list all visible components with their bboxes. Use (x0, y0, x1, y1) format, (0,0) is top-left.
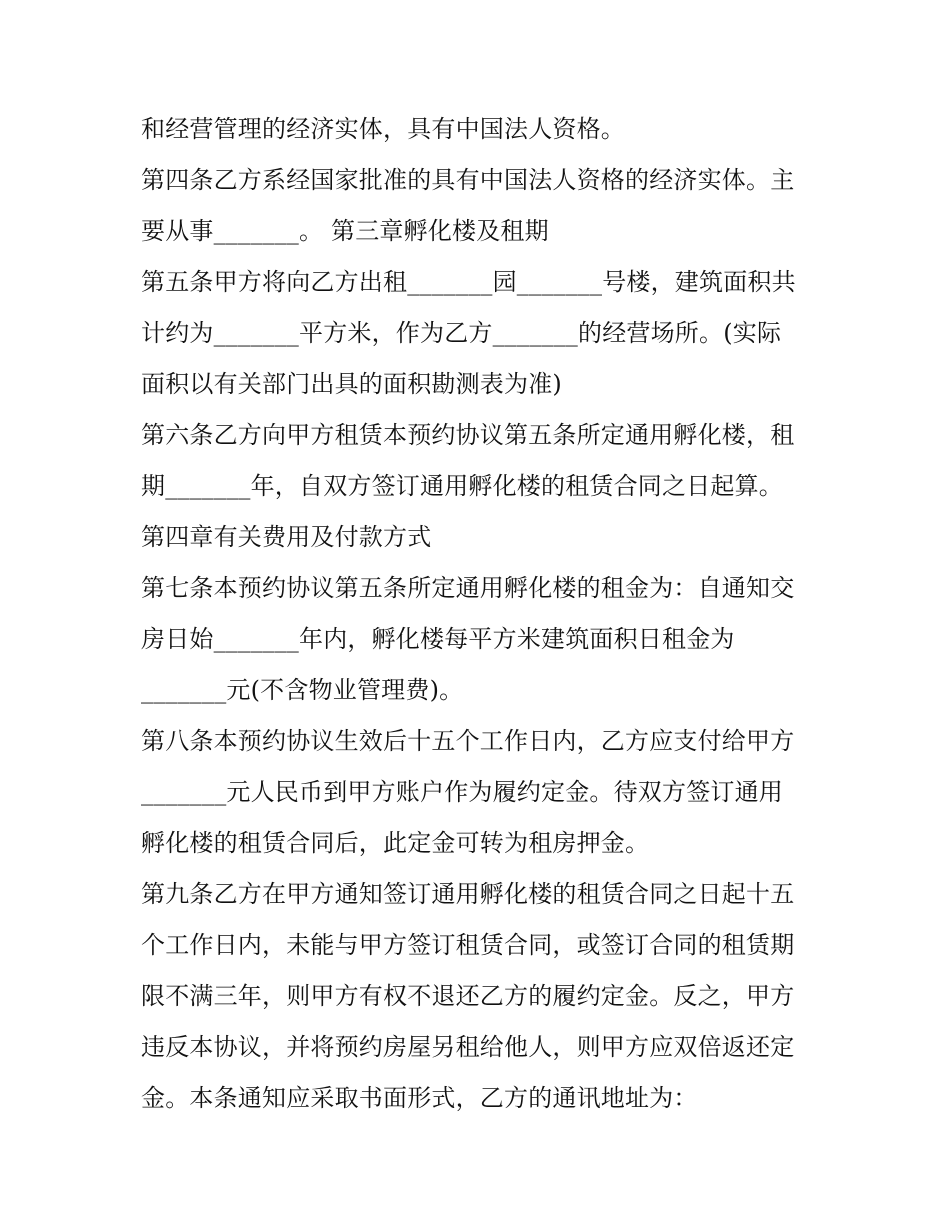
text-line: 面积以有关部门出具的面积勘测表为准) (141, 370, 562, 398)
text-line: _______元人民币到甲方账户作为履约定金。待双方签订通用 (141, 778, 783, 806)
text-line: 第五条甲方将向乙方出租_______园_______号楼，建筑面积共 (141, 268, 796, 296)
text-line: 第六条乙方向甲方租赁本预约协议第五条所定通用孵化楼，租 (141, 421, 795, 449)
text-line: 期_______年，自双方签订通用孵化楼的租赁合同之日起算。 (141, 472, 783, 500)
text-line: 房日始_______年内，孵化楼每平方米建筑面积日租金为 (141, 625, 735, 653)
text-line: 第九条乙方在甲方通知签订通用孵化楼的租赁合同之日起十五 (141, 880, 795, 908)
text-line: 限不满三年，则甲方有权不退还乙方的履约定金。反之，甲方 (141, 982, 795, 1010)
text-line: 第七条本预约协议第五条所定通用孵化楼的租金为：自通知交 (141, 574, 795, 602)
text-line: 个工作日内，未能与甲方签订租赁合同，或签订合同的租赁期 (141, 931, 795, 959)
text-line: 第八条本预约协议生效后十五个工作日内，乙方应支付给甲方 (141, 727, 795, 755)
text-line: _______元(不含物业管理费)。 (141, 676, 464, 704)
text-line: 计约为_______平方米，作为乙方_______的经营场所。(实际 (141, 319, 782, 347)
text-line: 违反本协议，并将预约房屋另租给他人，则甲方应双倍返还定 (141, 1033, 795, 1061)
chapter-heading: 第四章有关费用及付款方式 (141, 523, 432, 551)
text-line: 要从事_______。 第三章孵化楼及租期 (141, 217, 549, 245)
text-line: 第四条乙方系经国家批准的具有中国法人资格的经济实体。主 (141, 166, 795, 194)
document-body (141, 104, 821, 1124)
text-line: 和经营管理的经济实体，具有中国法人资格。 (141, 115, 625, 143)
text-line: 孵化楼的租赁合同后，此定金可转为租房押金。 (141, 829, 650, 857)
text-line: 金。本条通知应采取书面形式，乙方的通讯地址为： (141, 1084, 698, 1112)
